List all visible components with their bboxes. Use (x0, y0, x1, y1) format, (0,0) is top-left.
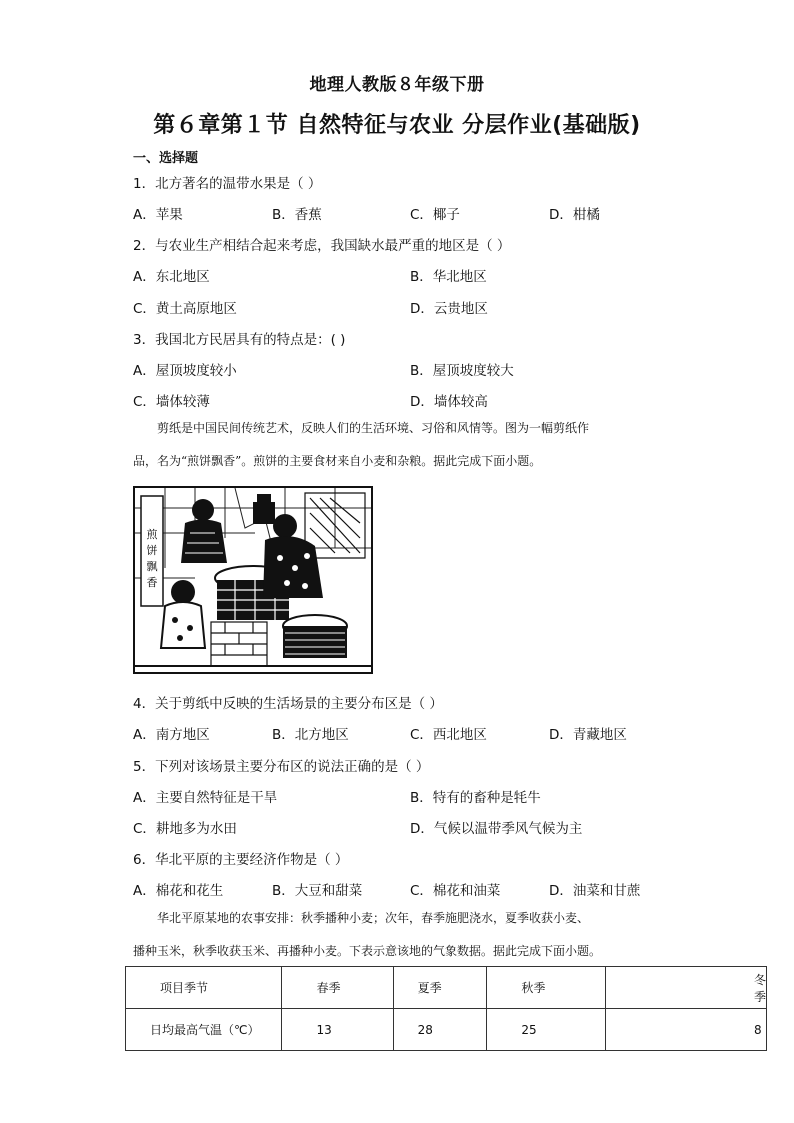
question-5-option-a: A．主要自然特征是干旱 (133, 790, 278, 806)
papercut-artwork (135, 488, 371, 672)
table-cell: 28 (393, 1009, 487, 1051)
material-1-line-1: 剪纸是中国民间传统艺术，反映人们的生活环境、习俗和风情等。图为一幅剪纸作 (157, 421, 590, 435)
table-header-cell: 项目季节 (126, 967, 282, 1009)
table-header-row (126, 967, 767, 1009)
material-2-line-2: 播种玉米，秋季收获玉米、再播种小麦。下表示意该地的气象数据。据此完成下面小题。 (133, 944, 602, 958)
question-2-option-b: B．华北地区 (410, 269, 487, 285)
material-2-line-1: 华北平原某地的农事安排：秋季播种小麦；次年，春季施肥浇水，夏季收获小麦、 (157, 911, 590, 925)
table-row (126, 1009, 767, 1051)
question-3-option-a: A．屋顶坡度较小 (133, 363, 237, 379)
question-4-option-c: C．西北地区 (410, 727, 487, 743)
papercut-caption-char-2: 饼 (146, 544, 158, 557)
question-3-option-d: D．墙体较高 (410, 394, 488, 410)
question-3-option-b: B．屋顶坡度较大 (410, 363, 514, 379)
papercut-illustration (133, 486, 373, 674)
table-header-cell: 春季 (282, 967, 393, 1009)
question-6-option-c: C．棉花和油菜 (410, 883, 501, 899)
table-header-cell: 秋季 (487, 967, 606, 1009)
papercut-caption-char-1: 煎 (146, 528, 158, 541)
question-5-option-b: B．特有的畜种是牦牛 (410, 790, 541, 806)
question-6-option-d: D．油菜和甘蔗 (549, 883, 641, 899)
document-title: 第６章第１节 自然特征与农业 分层作业(基础版) (153, 113, 641, 138)
question-1-option-d: D．柑橘 (549, 207, 600, 223)
question-5-option-c: C．耕地多为水田 (133, 821, 237, 837)
material-1-line-2: 品，名为“煎饼飘香”。煎饼的主要食材来自小麦和杂粮。据此完成下面小题。 (133, 454, 542, 468)
question-1-option-a: A．苹果 (133, 207, 183, 223)
question-4-option-a: A．南方地区 (133, 727, 210, 743)
question-1-stem: 1．北方著名的温带水果是（ ） (133, 176, 322, 192)
table-cell: 13 (282, 1009, 393, 1051)
question-6-option-a: A．棉花和花生 (133, 883, 224, 899)
question-6-stem: 6．华北平原的主要经济作物是（ ） (133, 852, 349, 868)
section-heading: 一、选择题 (133, 151, 199, 166)
question-4-stem: 4．关于剪纸中反映的生活场景的主要分布区是（ ） (133, 696, 443, 712)
material-paragraph-1 (133, 412, 663, 478)
question-6-option-b: B．大豆和甜菜 (272, 883, 363, 899)
papercut-caption-char-3: 飘 (146, 560, 158, 573)
table-header-cell: 夏季 (393, 967, 487, 1009)
question-5-option-d: D．气候以温带季风气候为主 (410, 821, 583, 837)
papercut-caption-char-4: 香 (146, 576, 158, 589)
question-2-option-d: D．云贵地区 (410, 301, 488, 317)
question-1-option-c: C．椰子 (410, 207, 460, 223)
weather-table (125, 966, 767, 1051)
question-1-option-b: B．香蕉 (272, 207, 322, 223)
document-subtitle: 地理人教版８年级下册 (309, 75, 485, 95)
question-4-option-b: B．北方地区 (272, 727, 349, 743)
question-4-option-d: D．青藏地区 (549, 727, 627, 743)
table-header-cell: 冬季 (605, 967, 766, 1009)
question-2-option-c: C．黄土高原地区 (133, 301, 237, 317)
question-3-stem: 3．我国北方民居具有的特点是：( ) (133, 332, 346, 348)
question-2-option-a: A．东北地区 (133, 269, 210, 285)
table-cell: 25 (487, 1009, 606, 1051)
material-paragraph-2 (133, 902, 673, 968)
table-cell: 日均最高气温（℃） (126, 1009, 282, 1051)
question-2-stem: 2．与农业生产相结合起来考虑，我国缺水最严重的地区是（ ） (133, 238, 511, 254)
question-5-stem: 5．下列对该场景主要分布区的说法正确的是（ ） (133, 759, 430, 775)
question-3-option-c: C．墙体较薄 (133, 394, 210, 410)
table-cell: 8 (605, 1009, 766, 1051)
